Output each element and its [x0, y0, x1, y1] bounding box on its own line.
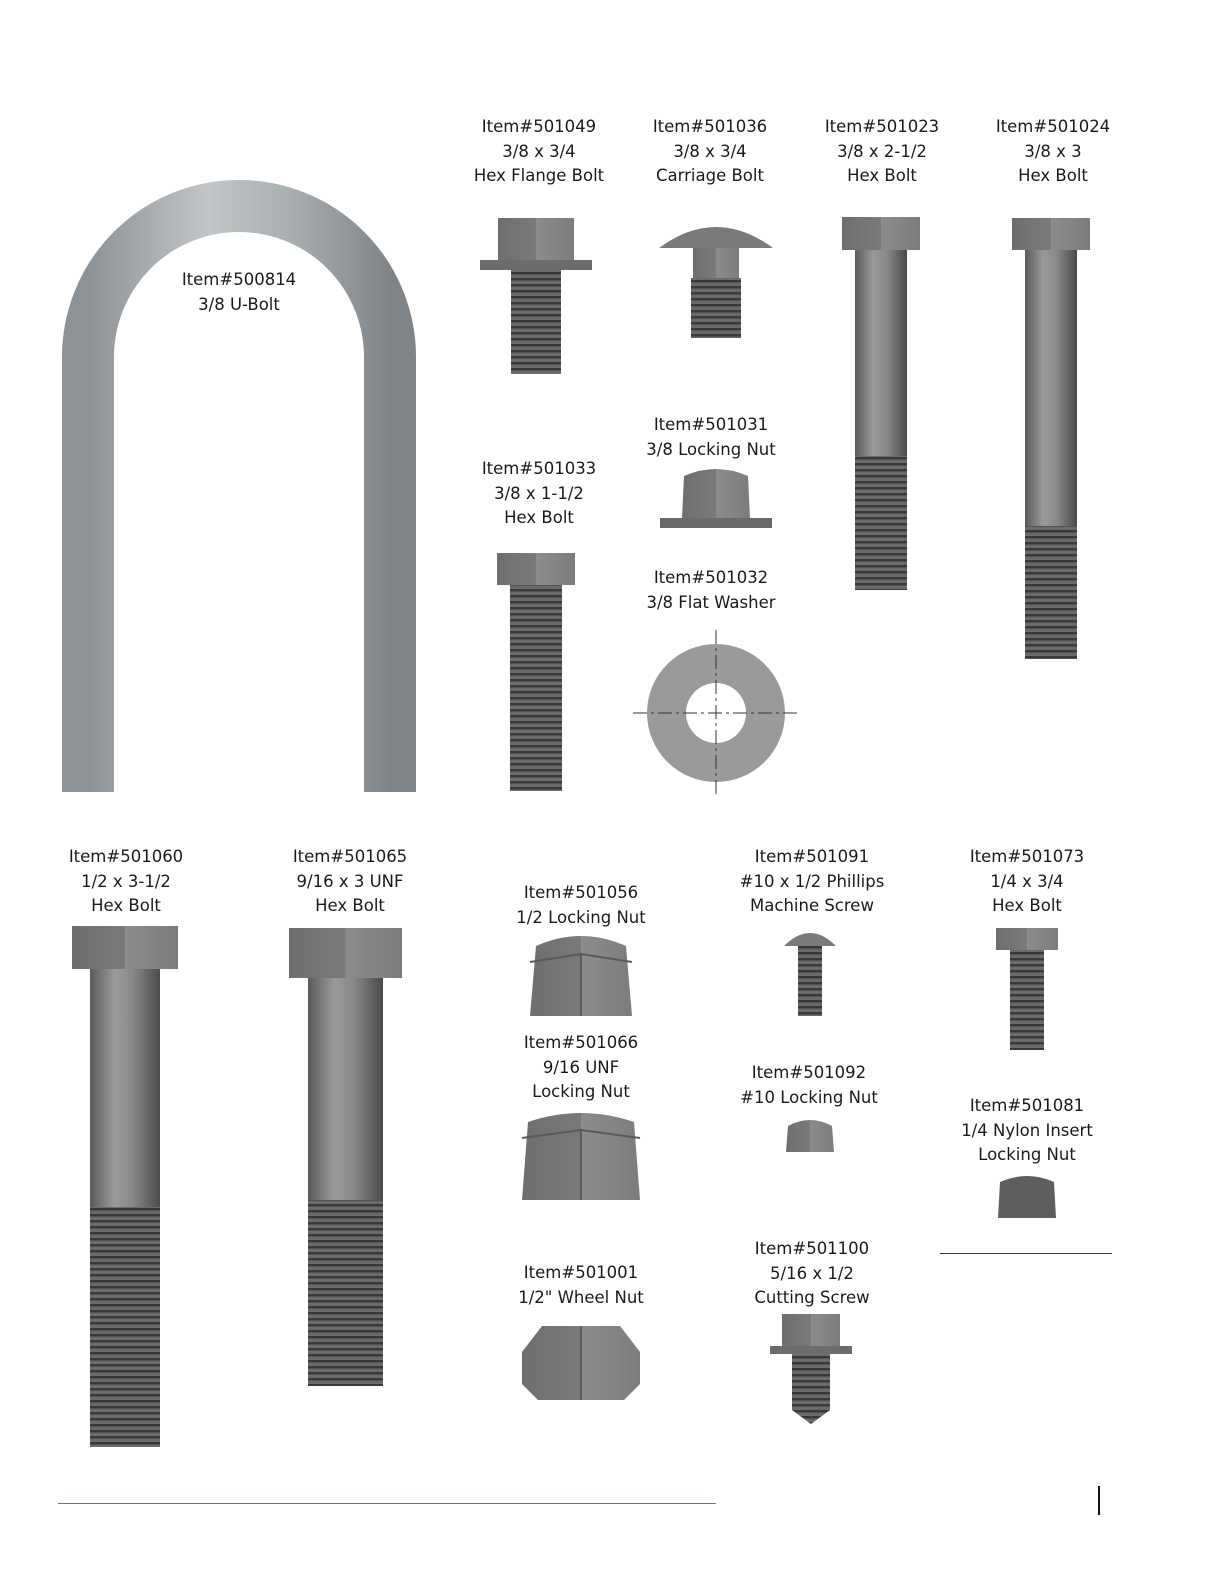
u-bolt-label: Item#500814 3/8 U-Bolt: [181, 270, 297, 314]
hex-flange-bolt-label: Item#501049 3/8 x 3/4 Hex Flange Bolt: [473, 117, 605, 185]
wheel-nut-image: [520, 1326, 642, 1402]
carriage-bolt-label: Item#501036 3/8 x 3/4 Carriage Bolt: [652, 117, 768, 185]
hex-bolt-501060-label: Item#501060 1/2 x 3-1/2 Hex Bolt: [68, 847, 184, 915]
machine-screw-image: [782, 928, 838, 1018]
flat-washer-label: Item#501032 3/8 Flat Washer: [646, 568, 776, 612]
locking-nut-501031-image: [660, 468, 772, 530]
hex-bolt-501073-label: Item#501073 1/4 x 3/4 Hex Bolt: [969, 847, 1085, 915]
hex-bolt-501065-label: Item#501065 9/16 x 3 UNF Hex Bolt: [292, 847, 408, 915]
footer-rule: [58, 1503, 716, 1504]
locking-nut-501092-label: Item#501092 #10 Locking Nut: [740, 1063, 878, 1107]
hex-flange-bolt-image: [480, 218, 592, 376]
hex-bolt-501024-label: Item#501024 3/8 x 3 Hex Bolt: [995, 117, 1111, 185]
locking-nut-501066-image: [520, 1110, 642, 1202]
hex-bolt-501023-image: [842, 217, 920, 592]
locking-nut-501056-label: Item#501056 1/2 Locking Nut: [516, 883, 646, 927]
hex-bolt-501023-label: Item#501023 3/8 x 2-1/2 Hex Bolt: [824, 117, 940, 185]
machine-screw-label: Item#501091 #10 x 1/2 Phillips Machine Screw: [739, 847, 885, 915]
nylon-insert-nut-label: Item#501081 1/4 Nylon Insert Locking Nut: [961, 1096, 1093, 1164]
locking-nut-501031-label: Item#501031 3/8 Locking Nut: [646, 415, 776, 459]
hex-bolt-501033-label: Item#501033 3/8 x 1-1/2 Hex Bolt: [481, 459, 597, 527]
locking-nut-501066-label: Item#501066 9/16 UNF Locking Nut: [523, 1033, 639, 1101]
hex-bolt-501060-image: [72, 926, 178, 1448]
locking-nut-501056-image: [528, 932, 634, 1016]
hex-bolt-501033-image: [497, 553, 575, 793]
page-marker-bar: [1098, 1486, 1100, 1515]
hex-bolt-501065-image: [289, 928, 402, 1388]
separator-line-right: [940, 1253, 1112, 1254]
locking-nut-501092-image: [784, 1118, 836, 1154]
wheel-nut-label: Item#501001 1/2" Wheel Nut: [518, 1263, 644, 1307]
cutting-screw-label: Item#501100 5/16 x 1/2 Cutting Screw: [754, 1239, 870, 1307]
nylon-insert-nut-image: [996, 1174, 1058, 1219]
cutting-screw-image: [770, 1314, 852, 1424]
carriage-bolt-image: [657, 220, 775, 340]
hex-bolt-501024-image: [1012, 218, 1090, 660]
flat-washer-image: [633, 630, 799, 796]
hex-bolt-501073-image: [996, 928, 1058, 1052]
